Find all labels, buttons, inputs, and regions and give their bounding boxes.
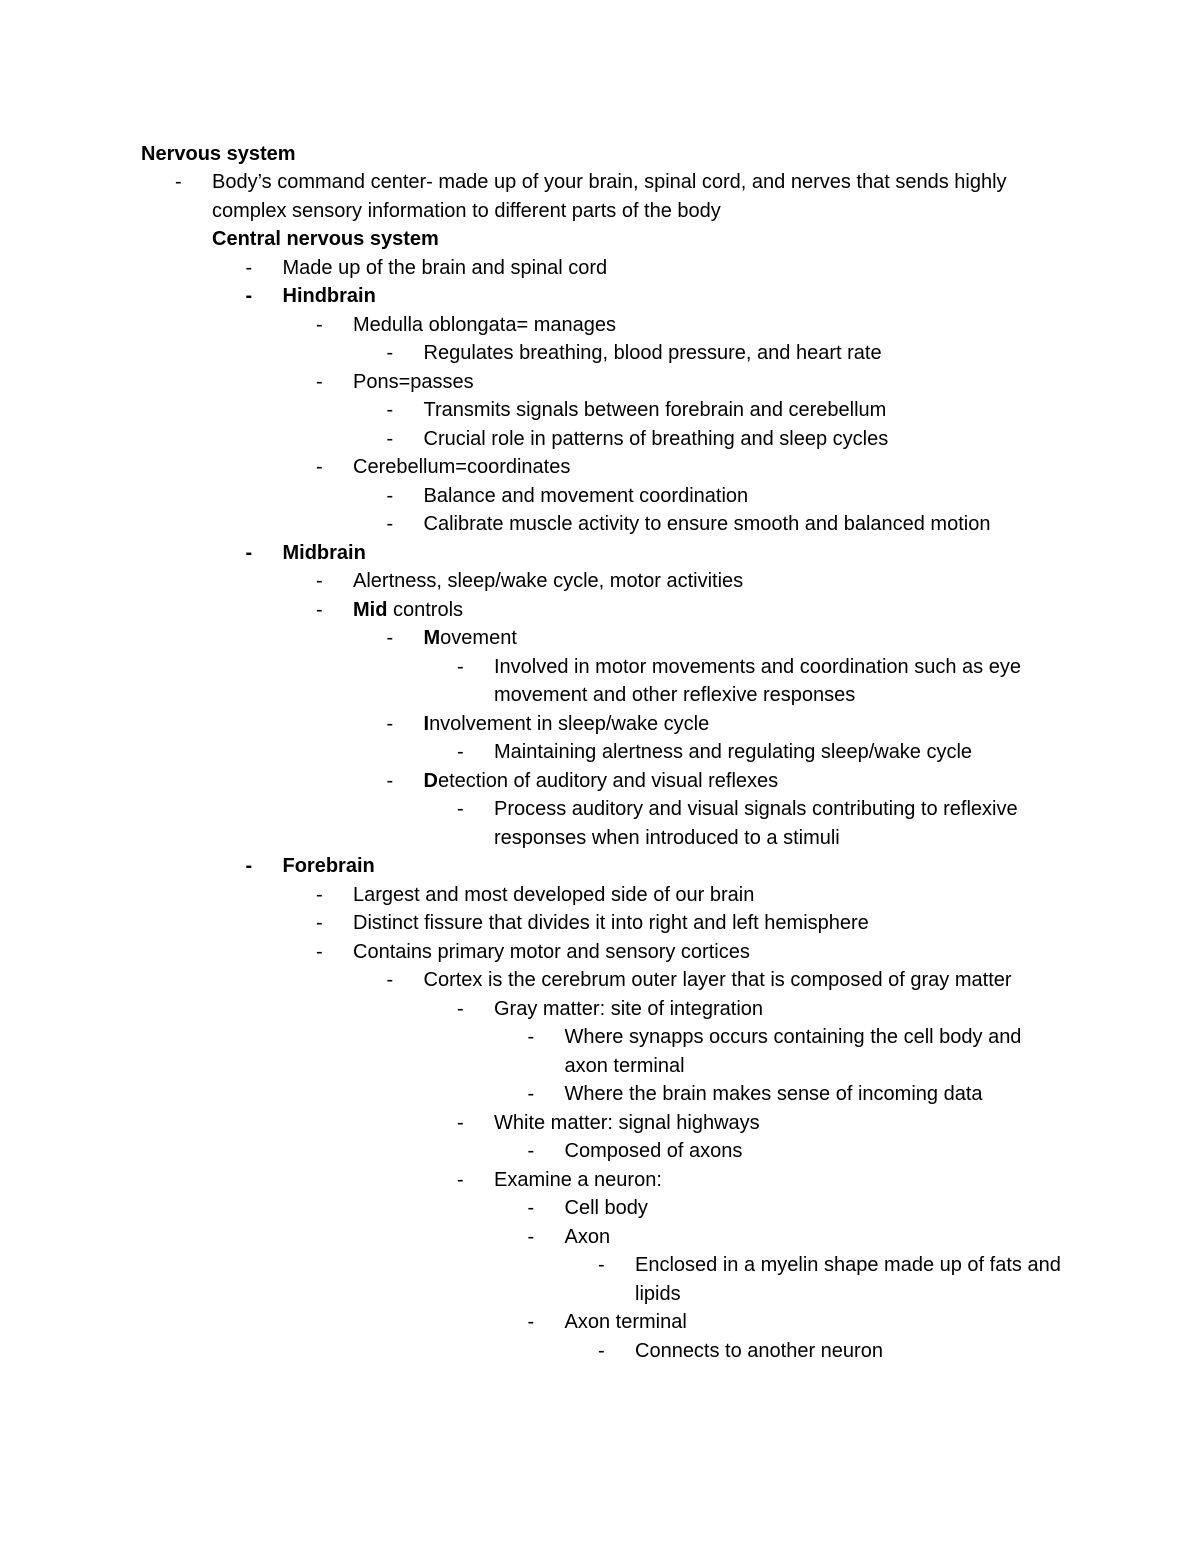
bullet-dash: - <box>527 1225 535 1248</box>
bullet-dash: - <box>457 997 464 1020</box>
bold-lead-text: D <box>423 769 438 792</box>
list-item <box>141 254 1061 283</box>
list-item <box>141 282 1061 311</box>
document-body <box>141 140 1141 1365</box>
list-item-text: Cerebellum=coordinates <box>353 456 571 478</box>
bullet-dash: - <box>527 1197 535 1219</box>
bullet-dash: - <box>527 1083 535 1105</box>
list-item-text: Made up of the brain and spinal cord <box>282 256 608 279</box>
list-item-text: Enclosed in a myelin shape made up of fats and lipids <box>635 1254 1061 1305</box>
bullet-dash: - <box>386 969 394 991</box>
bullet-dash: - <box>316 370 323 393</box>
list-item <box>141 1166 1061 1195</box>
bullet-dash: - <box>175 171 182 193</box>
list-item <box>141 909 1061 938</box>
list-item-rest: etection of auditory and visual reflexes <box>437 769 779 792</box>
bullet-dash: - <box>316 456 323 478</box>
list-item-text: Examine a neuron: <box>494 1168 662 1191</box>
list-item-text: Connects to another neuron <box>635 1339 883 1362</box>
list-item <box>141 425 1061 454</box>
list-item-text: Gray matter: site of integration <box>494 997 764 1020</box>
list-item-text: Balance and movement coordination <box>423 484 749 507</box>
list-item <box>141 482 1061 511</box>
list-item <box>141 339 1061 368</box>
list-item-text: Cell body <box>564 1197 648 1219</box>
list-item-text: Crucial role in patterns of breathing and sleep cycles <box>423 427 889 450</box>
list-item <box>141 453 1061 482</box>
list-item <box>141 710 1061 739</box>
bullet-dash: - <box>527 1311 535 1333</box>
bullet-dash: - <box>316 883 323 906</box>
bullet-dash: - <box>457 1168 464 1191</box>
list-item <box>141 368 1061 397</box>
list-item <box>141 1251 1061 1308</box>
bullet-dash: - <box>457 1111 464 1134</box>
list-item-text <box>353 596 1061 625</box>
list-item <box>141 1023 1061 1080</box>
list-item <box>141 1137 1061 1166</box>
bullet-dash: - <box>386 712 394 735</box>
list-item-text: Largest and most developed side of our brain <box>353 883 755 906</box>
list-item-text: Medulla oblongata= manages <box>353 313 616 336</box>
page-title: Nervous system <box>141 143 296 165</box>
bullet-dash: - <box>316 570 323 592</box>
list-item-text: Hindbrain <box>282 285 376 307</box>
list-item-rest: nvolvement in sleep/wake cycle <box>429 712 710 735</box>
list-item-text: Where synapps occurs containing the cell body and axon terminal <box>564 1026 1022 1077</box>
list-item <box>141 1194 1061 1223</box>
bullet-dash: - <box>386 769 394 792</box>
bullet-dash: - <box>316 598 323 621</box>
bullet-dash: - <box>245 855 253 877</box>
list-item-text: Transmits signals between forebrain and cerebellum <box>423 399 887 421</box>
list-item <box>141 767 1061 796</box>
list-item <box>141 396 1061 425</box>
list-item-text: Alertness, sleep/wake cycle, motor activities <box>353 570 744 592</box>
list-item <box>141 1308 1061 1337</box>
bullet-dash: - <box>598 1339 605 1362</box>
list-item-text: Process auditory and visual signals contributing to reflexive responses when introduced to a stimuli <box>494 798 1018 849</box>
list-item <box>141 168 1061 225</box>
bullet-dash: - <box>245 256 253 279</box>
bullet-dash: - <box>245 285 253 307</box>
list-item <box>141 311 1061 340</box>
bold-lead-text: Mid <box>353 598 388 621</box>
bullet-dash: - <box>457 741 464 763</box>
list-item <box>141 539 1061 568</box>
bullet-dash: - <box>527 1026 535 1048</box>
list-item-text: White matter: signal highways <box>494 1111 760 1134</box>
list-item-text: Maintaining alertness and regulating sleep/wake cycle <box>494 741 973 763</box>
bullet-dash: - <box>245 541 253 564</box>
list-item-text: Forebrain <box>282 855 375 877</box>
list-item <box>141 596 1061 625</box>
list-item-text: Cortex is the cerebrum outer layer that is composed of gray matter <box>423 969 1012 991</box>
bullet-dash: - <box>386 484 394 507</box>
list-item <box>141 966 1061 995</box>
bullet-dash: - <box>457 798 464 820</box>
list-item <box>141 1223 1061 1252</box>
bold-lead-text: I <box>423 712 430 735</box>
list-item <box>141 738 1061 767</box>
list-item-text: Composed of axons <box>564 1140 743 1162</box>
list-item-text <box>424 767 1062 796</box>
list-item-text: Axon <box>564 1225 611 1248</box>
list-item-text: Pons=passes <box>353 370 474 393</box>
bullet-dash: - <box>386 399 394 421</box>
list-item-text <box>424 710 1062 739</box>
list-item <box>141 995 1061 1024</box>
list-item <box>141 510 1061 539</box>
bullet-dash: - <box>316 912 323 934</box>
list-item <box>141 1337 1061 1366</box>
list-item <box>141 938 1061 967</box>
list-item-text: Regulates breathing, blood pressure, and heart rate <box>423 342 882 364</box>
list-item <box>141 881 1061 910</box>
list-item <box>141 795 1061 852</box>
list-item <box>141 653 1061 710</box>
list-item <box>141 567 1061 596</box>
list-item-rest: controls <box>387 598 464 621</box>
bullet-dash: - <box>598 1254 605 1276</box>
list-item <box>141 225 1061 254</box>
bullet-dash: - <box>386 513 394 535</box>
list-item-text: Involved in motor movements and coordination such as eye movement and other reflexive responses <box>494 655 1021 706</box>
bullet-dash: - <box>386 627 394 649</box>
list-item-rest: ovement <box>440 627 517 649</box>
bullet-dash: - <box>527 1140 535 1162</box>
list-item-text: Body’s command center- made up of your brain, spinal cord, and nerves that sends highly complex sensory information to different parts of the body <box>212 171 1007 222</box>
list-item-text <box>424 624 1062 653</box>
bullet-dash: - <box>316 940 323 963</box>
list-item-text: Central nervous system <box>212 228 439 250</box>
list-item <box>141 1080 1061 1109</box>
list-item-text: Axon terminal <box>564 1311 687 1333</box>
list-item-text: Calibrate muscle activity to ensure smooth and balanced motion <box>423 513 991 535</box>
bullet-dash: - <box>386 427 394 450</box>
bold-lead-text: M <box>423 627 441 649</box>
list-item-text: Where the brain makes sense of incoming data <box>564 1083 983 1105</box>
bullet-dash: - <box>457 655 464 678</box>
list-item-text: Midbrain <box>282 541 366 564</box>
bullet-dash: - <box>386 342 394 364</box>
list-item-text: Distinct fissure that divides it into right and left hemisphere <box>353 912 869 934</box>
list-item-text: Contains primary motor and sensory cortices <box>353 940 750 963</box>
list-item <box>141 852 1061 881</box>
list-item <box>141 624 1061 653</box>
list-item <box>141 1109 1061 1138</box>
bullet-dash: - <box>316 313 323 336</box>
outline-list <box>141 168 1141 1365</box>
